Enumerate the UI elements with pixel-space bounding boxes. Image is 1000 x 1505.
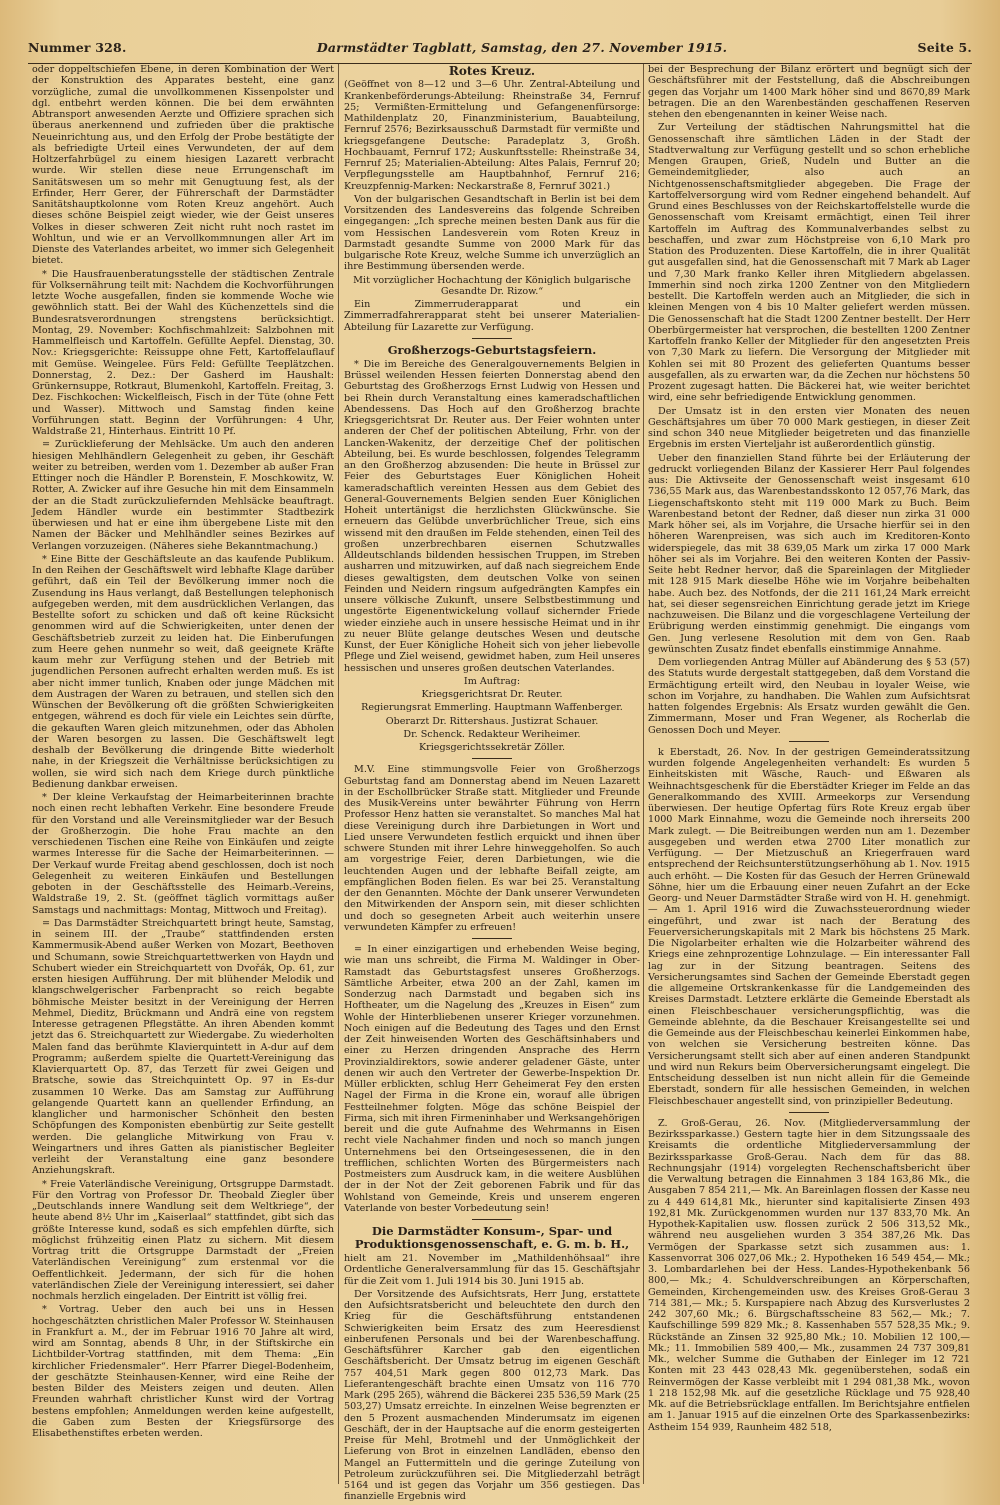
column-1: [32, 64, 334, 1484]
column-3: [648, 64, 970, 1484]
separator: [472, 1219, 512, 1220]
separator: [789, 741, 829, 742]
heading-rotes-kreuz: Rotes Kreuz.: [448, 64, 536, 78]
article-hausfrauen: * Die Hausfrauenberatungsstelle der städtischen Zentrale für Volksernährung teilt mit: Nachdem die Kochvorführungen letzte Woche ausgefallen, finden sie kommende Woche wie gewöhnlich statt. Bei der Wahl des Küchenzettels sind die Bundesratsverordnungen strengstens berücksichtigt. Montag, 29. November: Kochfischmahlzeit: Salzbohnen mit Hammelfleisch und Kartoffeln. Gefüllte Aepfel. Dienstag, 30. Nov.: Kriegsgerichte: Reissuppe ohne Fett, Kartoffelauflauf mit Gemüse. Weingelee. Fürs Feld: Gefüllte Teeplätzchen. Donnerstag, 2. Dez.: Der Gasherd im Haushalt: Grünkernsuppe, Rotkraut, Blumenkohl, Kartoffeln. Freitag, 3. Dez. Fischkochen: Wickelfleisch, Fisch in der Tüte (ohne Fett und Wasser). Mittwoch und Samstag finden keine Vorführungen statt. Beginn der Vorführungen: 4 Uhr, Waldstraße 21, Hinterhaus. Eintritt 10 Pf.: [32, 268, 334, 437]
separator: [472, 938, 512, 939]
telegram-signature: Oberarzt Dr. Rittershaus. Justizrat Schauer.: [385, 715, 599, 727]
separator: [789, 1112, 829, 1113]
article-heimarbeiterinnen: * Der kleine Verkaufstag der Heimarbeiterinnen brachte noch einen recht lebhaften Verkehr. Eine besondere Freude für den Vorstand und alle Vereinsmitglieder war der Besuch der Großherzogin. Die hohe Frau machte an den verschiedenen Tischen eine Reihe von Einkäufen und zeigte warmes Interesse für die Sache der Heimarbeiterinnen. — Der Verkauf wurde Freitag abend geschlossen, doch ist noch Gelegenheit zu weiteren Einkäufen und Bestellungen geboten in der Geschäftsstelle des Heimarb.-Vereins, Waldstraße 19, 2. St. (geöffnet täglich vormittags außer Samstags und nachmittags: Montag, Mittwoch und Freitag).: [32, 792, 334, 916]
separator: [472, 758, 512, 759]
article-zimmerapparat: Ein Zimmerruderapparat und ein Zimmerradfahrerapparat steht bei unserer Materialien-Abteilung für Lazarette zur Verfügung.: [344, 299, 640, 333]
article-geburtstagsfeier-bruessel: * Die im Bereiche des Generalgouvernements Belgien in Brüssel weilenden Hessen feierten Donnerstag abend den Geburtstag des Großherzogs Ernst Ludwig von Hessen und bei Rhein durch Veranstaltung eines kameradschaftlichen Abendessens. Das Hoch auf den Großherzog brachte Kriegsgerichtsrat Dr. Reuter aus. Der Feier wohnten unter anderen der Chef der politischen Abteilung, Frhr. von der Lancken-Wakenitz, der derzeitige Chef der politischen Abteilung, bei. Es wurde beschlossen, folgendes Telegramm an den Großherzog abzusenden: Die heute in Brüssel zur Feier des Geburtstages Euer Königlichen Hoheit kameradschaftlich vereinten Hessen aus dem Gebiet des General-Gouvernements Belgien senden Euer Königlichen Hoheit untertänigst die herzlichsten Glückwünsche. Sie erneuern das Gelübde unverbrüchlicher Treue, sich eins wissend mit den draußen im Felde stehenden, einen Teil des großen unzerbrechbaren eisernen Schutzwalles Alldeutschlands bildenden hessischen Truppen, im Streben ausharren und mitzuwirken, auf daß nach siegreichem Ende dieses gewaltigsten, dem deutschen Volke von seinen Feinden und Neidern ringsum aufgedrängten Kampfes ein unsere völkische Zukunft, unsere Selbstbestimmung und ungestörte Eigenentwickelung vollauf sichernder Friede wieder einziehe auch in unsere hessische Heimat und in ihr zu neuer Blüte gelange deutsches Wesen und deutsche Kunst, der Euer Königliche Hoheit sich von jeher liebevolle Pflege und Ziel weisend, gewidmet haben, zum Heil unseres hessischen und unseres großen deutschen Vaterlandes.: [344, 358, 640, 674]
telegram-signature: Dr. Schenck. Redakteur Weriheimer.: [403, 728, 581, 740]
article-vortrag: * Vortrag. Ueber den auch bei uns in Hessen hochgeschätzten christlichen Maler Professor W. Steinhausen in Frankfurt a. M., der im Februar 1916 70 Jahre alt wird, wird am Sonntag, abends 8 Uhr, in der Stiftskirche ein Lichtbilder-Vortrag stattfinden, mit dem Thema: „Ein kirchlicher Friedensmaler“. Herr Pfarrer Diegel-Bodenheim, der geschätzte Steinhausen-Kenner, wird eine Reihe der besten Bilder des Meisters zeigen und deuten. Allen Freunden wahrhaft christlicher Kunst wird der Vortrag bestens empfohlen; Anmeldungen werden keine aufgestellt, die Gaben zum Besten der Kriegsfürsorge des Elisabethenstiftes erbeten werden.: [32, 1304, 334, 1439]
separator: [472, 338, 512, 339]
article-konsum-intro: hielt am 21. November im „Mathildenhöhsaal“ ihre Ordentliche Generalversammlung für das 15. Geschäftsjahr für die Zeit vom 1. Juli 1914 bis 30. Juni 1915 ab.: [344, 1253, 640, 1287]
article-vaterlaendische: * Freie Vaterländische Vereinigung, Ortsgruppe Darmstadt. Für den Vortrag von Professor Dr. Theobald Ziegler über „Deutschlands innere Wandlung seit dem Weltkriege“, der heute abend 8½ Uhr im „Kaiserlaal“ stattfindet, gibt sich das größte Interesse kund, sodaß es sich empfehlen dürfte, sich möglichst frühzeitig einen Platz zu sichern. Mit diesem Vortrag tritt die Ortsgruppe Darmstadt der „Freien Vaterländischen Vereinigung“ zum erstenmal vor die Oeffentlichkeit. Jedermann, der sich für die hohen vaterländischen Ziele der Vereinigung interessiert, sei daher nochmals herzlich eingeladen. Der Eintritt ist völlig frei.: [32, 1178, 334, 1302]
article-waldinger: = In einer einzigartigen und erhebenden Weise beging, wie man uns schreibt, die Firma M. Waldinger in Ober-Ramstadt das Geburtstagsfest unseres Großherzogs. Sämtliche Arbeiter, etwa 200 an der Zahl, kamen im Sonderzug nach Darmstadt und begaben sich ins Hoftheater, um die Nagelung des „Kreuzes in Eisen“ zum Wohle der Hinterbliebenen unserer Krieger vorzunehmen. Noch einigen auf die Bedeutung des Tages und den Ernst der Zeit hinweisenden Worten des Geschäftsinhabers und einer zu Herzen dringenden Ansprache des Herrn Provinzialdirektors, sowie anderer geladener Gäste, unter denen wir auch den Vertreter der Gewerbe-Inspektion Dr. Müller erblickten, schlug Herr Geheimerat Fey den ersten Nagel der Firma in die Krone ein, worauf alle übrigen Festteilnehmer folgten. Möge das schöne Beispiel der Firma, sich mit ihren Firmeninhaber und Werksangehörigen bereit und die gute Aufnahme des Wehrmanns in Eisen recht viele Nachahmer finden und noch so manch jungen Unternehmens bei den Ortseingesessenen, die in den trefflichen, schlichten Worten des Bürgermeisters nach Postmeisters zum Ausdruck kam, in die weitere Ausblühen der in der Not der Zeit geborenen Fabrik und für das Wohlstand von Gemeinde, Kreis und unserem engeren Vaterlande von bester Vorbedeutung sein!: [344, 944, 640, 1214]
heading-geburtstagsfeiern: Großherzogs-Geburtstagsfeiern.: [387, 342, 597, 357]
article-bilanz: Ueber den finanziellen Stand führte bei der Erläuterung der gedruckt vorliegenden Bilanz der Kassierer Herr Paul folgendes aus: Die Aktivseite der Genossenschaft weist insgesamt 610 736,55 Mark aus, das Warenbestandsskonto 12 057,76 Mark, das Liegenschaftskonto steht mit 119 000 Mark zu Buch. Beim Warenbestand betont der Redner, daß dieser nun zirka 31 000 Mark höher sei, als im Vorjahre, die Ursache hierfür sei in den höheren Warenpreisen, was sich auch im Kreditoren-Konto widerspiegele, das mit 38 639,05 Mark um zirka 17 000 Mark höher sei als im Vorjahre. Bei den weiteren Konten der Passiv-Seite hebt Redner hervor, daß die Spareinlagen der Mitglieder mit 128 915 Mark dieselbe Höhe wie im Vorjahre beibehalten habe. Auch bez. des Notfonds, der die 211 161,24 Mark erreicht hat, sei dieser segensreichen Einrichtung gerade jetzt im Kriege nachzuweisen. Die Bilanz und die vorgeschlagene Verteilung der Erübrigung werden einstimmig genehmigt. Die eingangs vom Gen. Jung verlesene Resolution mit dem von Gen. Raab gewünschten Zusatz findet ebenfalls einstimmige Annahme.: [648, 452, 970, 655]
letter-signature: Mit vorzüglicher Hochachtung der Königlich bulgarische Gesandte Dr. Rizow.“: [353, 274, 631, 297]
article-mehlsaecke: = Zurücklieferung der Mehlsäcke. Um auch den anderen hiesigen Mehlhändlern Gelegenheit zu geben, ihr Geschäft weiter zu betreiben, werden vom 1. Dezember ab außer Fran Ettinger noch die Händler P. Borenstein, F. Moschkowitz, W. Rotter, A. Zwicker auf ihre Gesuche hin mit dem Einsammeln der an die Stadt zurückzuliefernden Mehlsäcke beauftragt. Jedem Händler wurde ein bestimmter Stadtbezirk überwiesen und hat er eine ihm übergebene Liste mit den Namen der Bäcker und Mehlhändler seines Bezirkes auf Verlangen vorzuzeigen. (Näheres siehe Bekanntmachung.): [32, 439, 334, 552]
page-number: Seite 5.: [917, 40, 972, 55]
page-header: [28, 40, 972, 64]
article-bulgarian-letter: Von der bulgarischen Gesandtschaft in Berlin ist bei dem Vorsitzenden des Landesvereins das folgende Schreiben eingegangen: „Ich spreche meinen besten Dank aus für die vom Hessischen Landesverein vom Roten Kreuz in Darmstadt gesandte Summe von 2000 Mark für das bulgarische Rote Kreuz, welche Summe ich unverzüglich an ihre Bestimmung übersenden werde.: [344, 193, 640, 273]
article-konsum-report: Der Vorsitzende des Aufsichtsrats, Herr Jung, erstattete den Aufsichtsratsbericht und beleuchtete den durch den Krieg für die Geschäftsführung entstandenen Schwierigkeiten beim Ersatz des zum Heeresdienst einberufenen Personals und bei der Warenbeschaffung. Geschäftsführer Karcher gab den eigentlichen Geschäftsbericht. Der Umsatz betrug im eigenen Geschäft 757 404,51 Mark gegen 800 012,73 Mark. Das Lieferantengeschäft brachte einen Umsatz von 116 770 Mark (295 265), während die Bäckerei 235 536,59 Mark (25 503,27) Umsatz erreichte. In einzelnen Weise begrenzten er den 5 Prozent ausmachenden Minderumsatz im eigenen Geschäft, der in der Hauptsache auf die enorm gesteigerten Preise für Mehl, Brotmehl und der Unmöglichkeit der Lieferung von Brot in einzelnen Landläden, ebenso den Mangel an Futtermitteln und die geringe Zuteilung von Petroleum zurückzuführen sei. Die Mitgliederzahl beträgt 5164 und ist gegen das Vorjahr um 356 gestiegen. Das finanzielle Ergebnis wird: [344, 1288, 640, 1503]
heading-konsumgenossenschaft: Die Darmstädter Konsum-, Spar- und Produktionsgenossenschaft, e. G. m. b. H.,: [354, 1224, 630, 1251]
article-gross-gerau: Z. Groß-Gerau, 26. Nov. (Mitgliederversammlung der Bezirkssparkasse.) Gestern tagte hier in dem Sitzungssaale des Kreisamts die ordentliche Mitgliederversammlung der Bezirkssparkasse Groß-Gerau. Nach dem für das 88. Rechnungsjahr (1914) vorgelegten Rechenschaftsbericht über die Verwaltung betragen die Einnahmen 3 184 163,86 Mk., die Ausgaben 7 854 211,— Mk. An Bareinlagen flossen der Kasse neu zu 4 449 614,81 Mk., hierunter sind kapitalisierte Zinsen 493 192,81 Mk. Zurückgenommen wurden nur 137 833,70 Mk. An Hypothek-Kapitalien usw. flossen zurück 2 506 313,52 Mk., während neu ausgeliehen wurden 3 354 387,26 Mk. Das Vermögen der Sparkasse setzt sich zusammen aus: 1. Kassenvorrat 306 027,06 Mk.; 2. Hypotheken 16 549 454,— Mk.; 3. Lombardarlehen bei der Hess. Landes-Hypothekenbank 56 800,— Mk.; 4. Schuldverschreibungen an Körperschaften, Gemeinden, Kirchengemeinden usw. des Kreises Groß-Gerau 3 714 381,— Mk.; 5. Kurspapiere nach Abzug des Kursverlustes 2 242 307,60 Mk.; 6. Bürgschaftsscheine 83 562,— Mk.; 7. Kaufschillinge 599 829 Mk.; 8. Kassenhaben 557 528,35 Mk.; 9. Rückstände an Zinsen 32 925,80 Mk.; 10. Mobilien 12 100,— Mk.; 11. Immobilien 589 400,— Mk., zusammen 24 737 309,81 Mk., welcher Summe die Guthaben der Einleger im 12 721 Konten mit 23 443 028,43 Mk. gegenüberstehen, sodaß ein Reinvermögen der Kasse verbleibt mit 1 294 081,38 Mk., wovon 1 218 152,98 Mk. auf die gesetzliche Rücklage und 75 928,40 Mk. auf die Betriebsrücklage entfallen. Im Berichtsjahre entfielen am 1. Januar 1915 auf die einzelnen Orte des Sparkassenbezirks: Astheim 154 939, Raunheim 482 518,: [648, 1117, 970, 1433]
article-paragraph: oder doppeltschiefen Ebene, in deren Kombination der Wert der Konstruktion des Apparates besteht, eine ganz vorzügliche, zumal die unvollkommenen Kissenpolster und dgl. entbehrt werden können. Die bei dem erwähnten Abtransport anwesenden Aerzte und Offiziere sprachen sich überaus anerkennend und zufrieden über die praktische Neueinrichtung aus, und den Erfolg der Probe bestätigte der als befriedigte Urteil eines Verwundeten, der auf dem Holtzerfahrbügel zu einem hiesigen Lazarett verbracht wurde. Wir stellen diese neue Errungenschaft im Sanitätswesen um so mehr mit Genugtuung fest, als der Erfinder, Herr Gerer, der Führerschaft der Darmstädter Sanitätshauptkolonne vom Roten Kreuz angehört. Auch dieses schöne Beispiel zeigt wieder, wie der Geist unseres Volkes in dieser schweren Zeit nicht ruht noch rastet im Wohltun, und wie er an Vervollkommnungen aller Art im Dienste des Vaterlandes arbeitet, wo immer sich Gelegenheit bietet.: [32, 64, 334, 267]
article-umsatz: Der Umsatz ist in den ersten vier Monaten des neuen Geschäftsjahres um über 70 000 Mark gestiegen, in dieser Zeit sind schon 340 neue Mitglieder beigetreten und das finanzielle Ergebnis im ersten Vierteljahr ist außerordentlich günstig.: [648, 405, 970, 451]
article-nahrungsmittel: Zur Verteilung der städtischen Nahrungsmittel hat die Genossenschaft ihre sämtlichen Läden in der Stadt der Stadtverwaltung zur Verfügung gestellt und so schon erhebliche Mengen Graupen, Grieß, Nudeln und Butter an die Gemeindemitglieder, also auch an Nichtgenossenschaftsmitglieder abgegeben. Die Frage der Kartoffelversorgung wird vom Redner eingehend behandelt. Auf Grund eines Beschlusses von der Reichskartoffelstelle wurde die Genossenschaft vom Kreisamt ermächtigt, einen Teil ihrer Kartoffeln im Auftrag des Kommunalverbandes selbst zu beschaffen, und zwar zum Höchstpreise von 6,10 Mark pro Station des Produzenten. Diese Kartoffeln, die in ihrer Qualität gut ausgefallen sind, hat die Genossenschaft mit 7 Mark ab Lager und 7,30 Mark franko Keller ihren Mitgliedern abgelassen. Immerhin sind noch zirka 1200 Zentner von den Mitgliedern bestellt. Die Kartoffeln werden auch an Mitglieder, die sich in kleinen Mengen von 4 bis 10 Malter geliefert werden müssen. Die Genossenschaft hat die Stadt 1200 Zentner bestellt. Der Herr Oberbürgermeister hat versprochen, die bestellten 1200 Zentner Kartoffeln franko Keller der Mitglieder für den angesetzten Preis von 7,30 Mark zu liefern. Die Versorgung der Mitglieder mit Kohlen sei mit 80 Prozent des gelieferten Quantums besser ausgefallen, als zu erwarten war, da die Zechen nur höchstens 50 Prozent zugesagt hatten. Die Bäckerei hat, wie weiter berichtet wird, eine sehr befriedigende Entwicklung genommen.: [648, 122, 970, 404]
issue-number: Nummer 328.: [28, 40, 127, 55]
telegram-signature: Kriegsgerichtssekretär Zöller.: [418, 742, 566, 753]
column-divider: [643, 64, 644, 1484]
telegram-signature: Kriegsgerichtsrat Dr. Reuter.: [421, 689, 563, 700]
telegram-auftrag: Im Auftrag:: [463, 675, 521, 687]
article-rotes-kreuz-hours: (Geöffnet von 8—12 und 3—6 Uhr. Zentral-Abteilung und Krankenbeförderungs-Abteilung: Rheinstraße 34, Fernruf 25; Vermißten-Ermittelung und Gefangenenfürsorge: Mathildenplatz 20, Finanzministerium, Bauabteilung, Fernruf 2576; Bezirksausschuß Darmstadt für vermißte und kriegsgefangene Deutsche: Paradeplatz 3, Großh. Hochbauamt, Fernruf 172; Auskunftsstelle: Rheinstraße 34, Fernruf 25; Materialien-Abteilung: Altes Palais, Fernruf 20; Verpflegungsstelle am Hauptbahnhof, Fernruf 216; Kreuzpfennig-Marken: Neckarstraße 8, Fernruf 3021.): [344, 79, 640, 192]
column-2: [344, 64, 640, 1503]
column-divider: [338, 64, 339, 1484]
article-antrag: Dem vorliegenden Antrag Müller auf Abänderung des § 53 (57) des Statuts wurde dergestalt stattgegeben, daß dem Vorstand die Ermächtigung erteilt wird, den Neubau in loyaler Weise, wie schon im Vorjahre, zu handhaben. Die Wahlen zum Aufsichtsrat hatten folgendes Ergebnis: Als Ersatz wurden gewählt die Gen. Zimmermann, Moser und Fran Wegener, als Rocherlab die Genossen Doch und Meyer.: [648, 657, 970, 736]
masthead-date: Darmstädter Tagblatt, Samstag, den 27. November 1915.: [316, 40, 728, 55]
article-geschaeftsleute: * Eine Bitte der Geschäftsleute an das kaufende Publikum. In den Reihen der Geschäftswelt wird lebhafte Klage darüber geführt, daß ein Teil der Bevölkerung immer noch die Zusendung ins Haus verlangt, daß Bestellungen telephonisch aufgegeben werden, mit dem ausdrücklichen Verlangen, das Bestellte sofort zu schicken und daß oft keine Rücksicht genommen wird auf die Schwierigkeiten, unter denen der Geschäftsbetrieb zurzeit zu leiden hat. Die Einberufungen zum Heere gehen nunmehr so weit, daß geeignete Kräfte kaum mehr zur Verfügung stehen und der Betrieb mit jugendlichen Personen aufrecht erhalten werden muß. Es ist aber nicht immer tunlich, Knaben oder junge Mädchen mit dem Austragen der Waren zu betrauen, und stellen sich den Wünschen der Bevölkerung oft die größten Schwierigkeiten entgegen, während es doch für viele ein Leichtes sein dürfte, die gekauften Waren gleich mitzunehmen, oder das Abholen der Waren besorgen zu lassen. Die Geschäftswelt legt deshalb der Bevölkerung die dringende Bitte wiederholt nahe, in der Kriegszeit die Verhältnisse berücksichtigen zu wollen, sie wird sich nach dem Kriege durch pünktliche Bedienung dankbar erweisen.: [32, 553, 334, 790]
telegram-signature: Regierungsrat Emmerling. Hauptmann Waffenberger.: [361, 702, 623, 714]
article-eberstadt: k Eberstadt, 26. Nov. In der gestrigen Gemeinderatssitzung wurden folgende Angelegenheiten verhandelt: Es wurden 5 Einheitskisten mit Wäsche, Rauch- und Eßwaren als Weihnachtsgeschenk für die Eberstädter Krieger im Felde an das Generalkommando des XVIII. Armeekorps zur Versendung überwiesen. Der heutige Opfertag fürs Rote Kreuz ergab über 1000 Mark Einnahme, wozu die Gemeinde noch ihrerseits 200 Mark zulegt. — Die Beitreibungen werden nun am 1. Dezember ausgegeben und werden etwa 2700 Liter monatlich zur Verfügung. — Der Mietzuschuß an Kriegerfrauen ward entsprechend der Reichsunterstützungserhöhung ab 1. Nov. 1915 auch erhöht. — Die Kosten für das Gesuch der Herren Grünewald Söhne, hier um die Erbauung einer neuen Zufahrt an der Ecke Georg- und Neuer Darmstädter Straße wird von H. H. genehmigt. — Am 1. April 1916 wird die Zuwachssteuerordnung wieder eingeführt, und zwar ist nach der Beratung des Feuerversicherungskapitals mit 2 Mark bis höchstens 25 Mark. Die Nigolarbeiter erhalten wie die Holzarbeiter während des Kriegs eine zehnprozentige Lohnzulage. — Ein interessanter Fall lag zur in der Sitzung beantragen. Seitens des Versicherungsamtes sind Sachen der Gemeinde Eberstadt gegen die allgemeine Ortskrankenkasse für die Landgemeinden des Kreises Darmstadt. Letztere erklärte die Gemeinde Eberstadt als einen Fleischbeschauer versicherungspflichtig, was die Gemeinde ablehnte, da die Beschauer Kreisangestellte sei und die Gemeinde aus der Fleischbeschau keinerlei Einkommen habe, von welchen sie Versicherung bestreiten könne. Das Versicherungsamt stellt sich aber auf einen anderen Standpunkt und wird nun Rekurs beim Oberversicherungsamt eingelegt. Die Entscheidung desselben ist nun nicht allein für die Gemeinde Eberstadt, sondern für alle hessischen Gemeinden, in welchen Fleischbeschauer angestellt sind, von prinzipieller Bedeutung.: [648, 746, 970, 1107]
article-streichquartett: = Das Darmstädter Streichquartett bringt heute, Samstag, in seinem III. der „Traube“ stattfindenden ersten Kammermusik-Abend außer Werken von Mozart, Beethoven und Schumann, sowie Streichquartettwerken von Haydn und Schubert wieder ein Streichquartett von Dvořák, Op. 61, zur ersten hiesigen Aufführung. Der mit blühender Melodik und klangschwelgerischer Farbenpracht so reich begabte böhmische Meister besitzt in der Vereinigung der Herren Mehmel, Dieditz, Brückmann und Andrä eine von regstem Interesse getragenen Pflegstätte. An ihren Abenden kommt jetzt das 6. Streichquartett zur Wiedergabe. Zu wiederholten Malen fand das berühmte Klavierquintett in A-dur auf dem Programm; außerdem spielte die Quartett-Vereinigung das Klavierquartett Op. 87, das Terzett für zwei Geigen und Bratsche, sowie das Streichquintett Op. 97 in Es-dur zusammen 10 Werke. Das am Samstag zur Aufführung gelangende Quartett kann an quellender Erfindung, an klanglicher und harmonischer Schönheit den besten Schöpfungen des Komponisten ebenbürtig zur Seite gestellt werden. Die gelangliche Mitwirkung von Frau v. Weingartners und ihres Gatten als pianistischer Begleiter verleiht der Veranstaltung eine ganz besondere Anziehungskraft.: [32, 917, 334, 1177]
article-paragraph: bei der Besprechung der Bilanz erörtert und begnügt sich der Geschäftsführer mit der Feststellung, daß die Abschreibungen gegen das Vorjahr um 1400 Mark höher sind und 8670,89 Mark betragen. Die an den Warenbeständen geschaffenen Reserven stehen den ebengenannten in keiner Weise nach.: [648, 64, 970, 120]
article-musikverein: M.V. Eine stimmungsvolle Feier von Großherzogs Geburtstag fand am Donnerstag abend im Neuen Lazarett in der Eschollbrücker Straße statt. Mitglieder und Freunde des Musik-Vereins unter bewährter Führung von Herrn Professor Henz hatten sie veranstaltet. So manches Mal hat diese Vereinigung durch ihre Darbietungen in Wort und Lied unsere Verwundeten festlich erquickt und ihnen über schwere Stunden mit ihrer Lehre hinweggeholfen. So auch am vorgestrige Feier, deren Darbietungen, wie die leuchtenden Augen und der lebhafte Beifall zeigte, am empfänglichen Boden fielen. Es war bei 25. Veranstaltung der den Genannten. Möchte der Dank unserer Verwundeten den Mitwirkenden der Ansporn sein, mit dieser schlichten und doch so gesegneten Arbeit auch weiterhin unsere verwundeten Kämpfer zu erfreuen!: [344, 764, 640, 933]
